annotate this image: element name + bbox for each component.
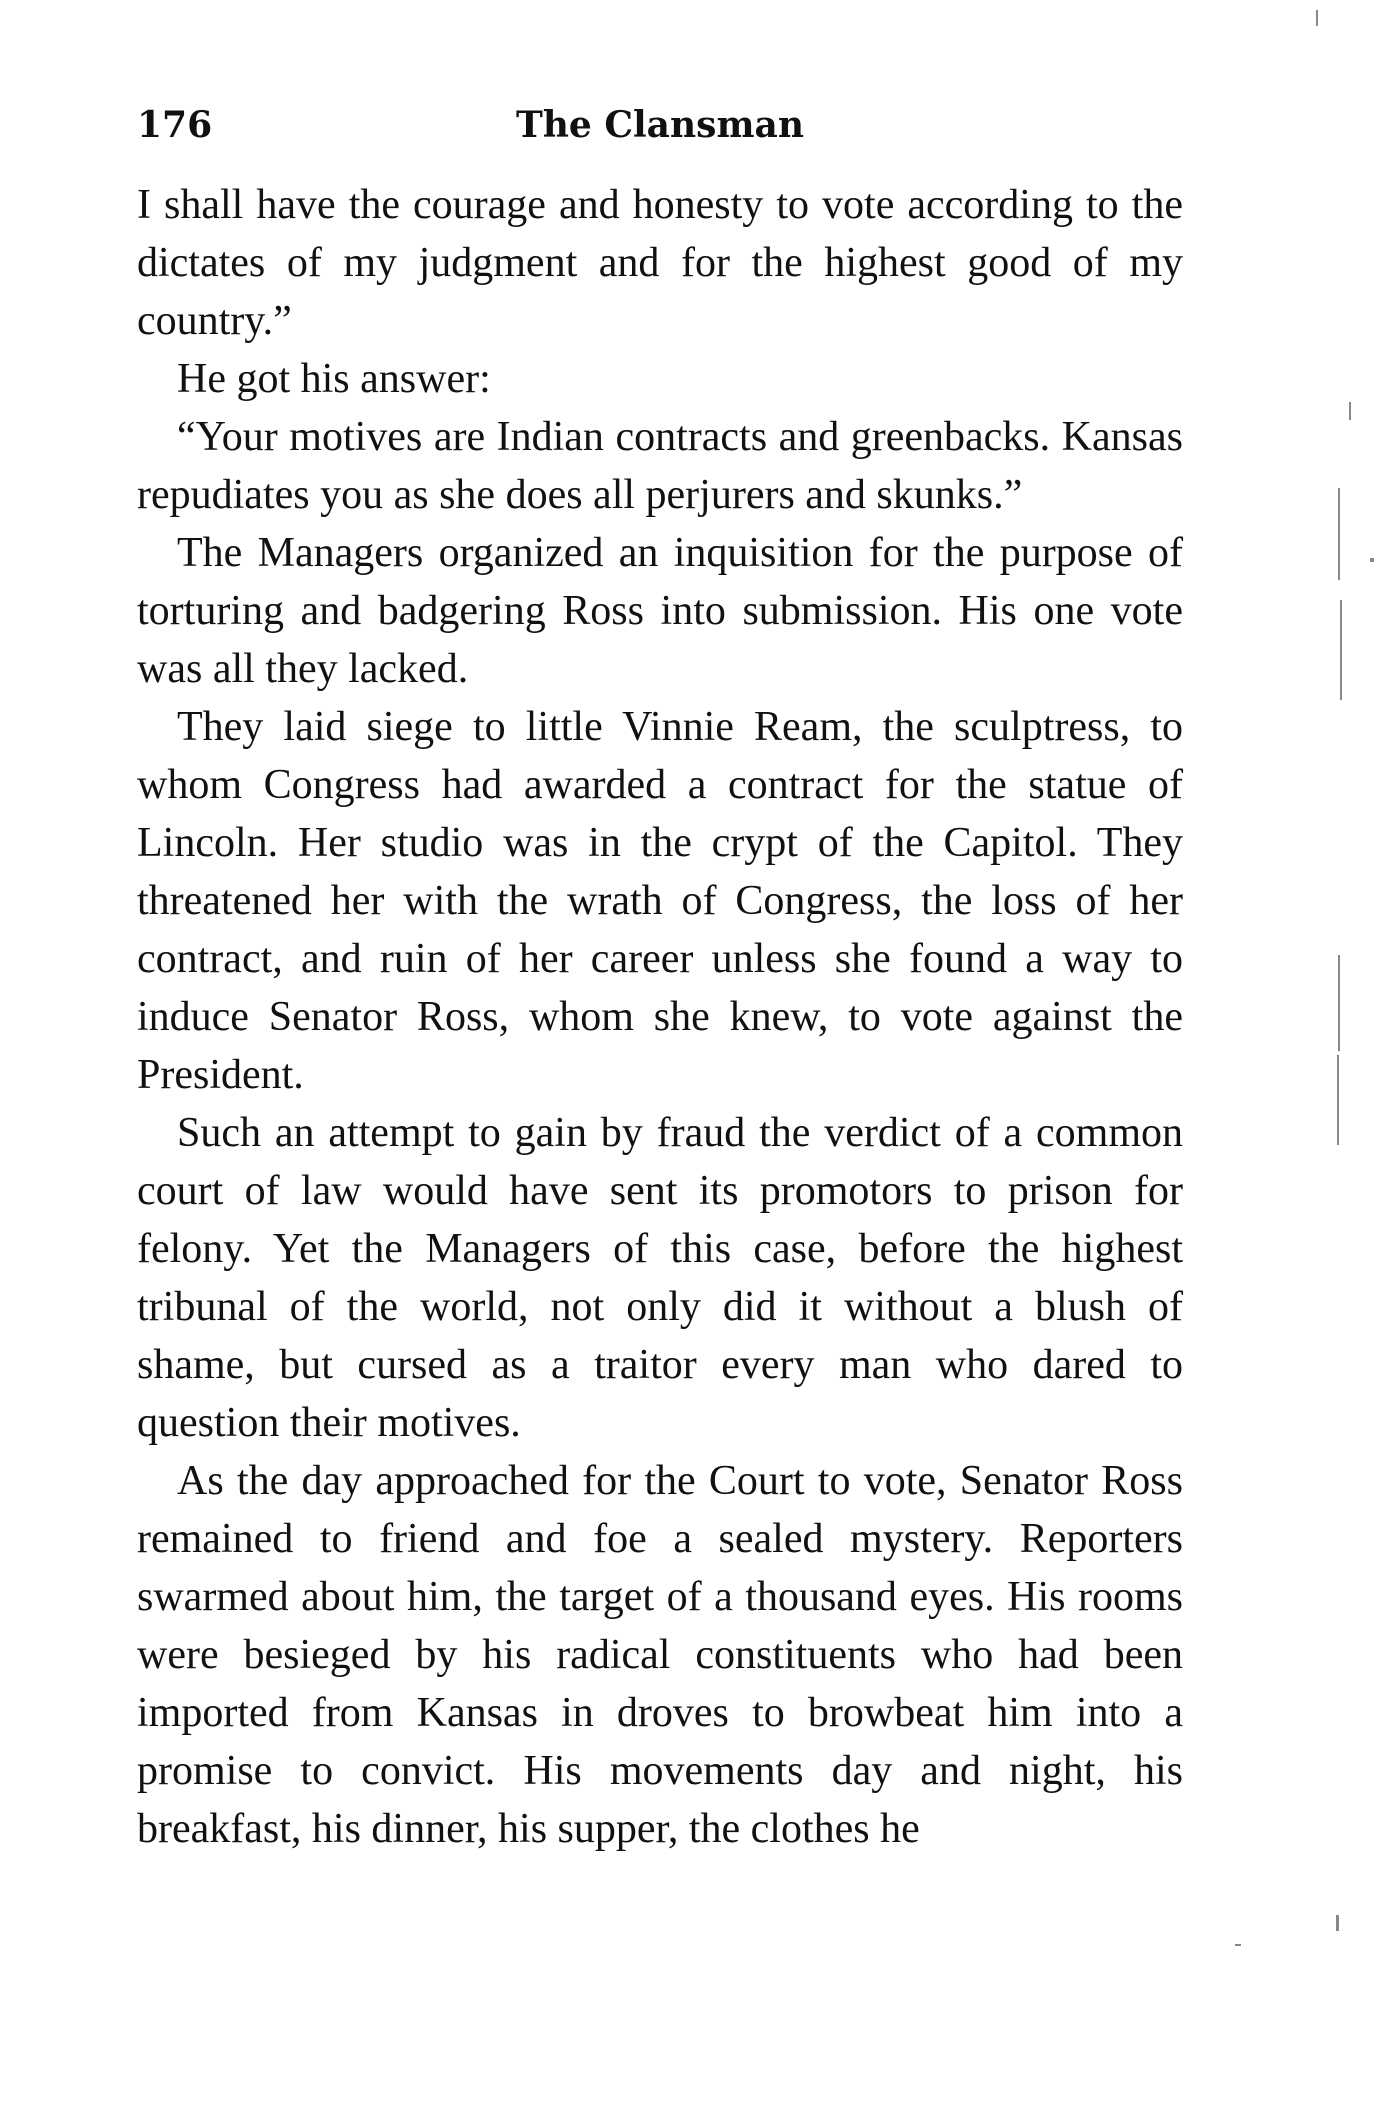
paragraph-continued: I shall have the courage and honesty to vote according to the dictates of my judgment and for the highest good of my country.”	[137, 182, 1183, 344]
page-header	[137, 95, 1183, 155]
scan-speck	[1338, 955, 1340, 1051]
scan-speck	[1340, 600, 1342, 700]
scan-speck	[1337, 1055, 1339, 1145]
paragraph: He got his answer:	[177, 356, 491, 402]
scan-speck	[1370, 558, 1374, 562]
paragraph: The Managers organized an inquisition for the purpose of torturing and badgering Ross into submission. His one vote was all they lacked.	[137, 530, 1183, 692]
running-title: The Clansman	[515, 104, 805, 146]
body-text	[137, 176, 1183, 1858]
page-number: 176	[137, 104, 213, 146]
scan-speck	[1338, 488, 1340, 580]
paragraph-quote: “Your motives are Indian contracts and greenbacks. Kansas repudiates you as she does all perjurers and skunks.”	[137, 414, 1183, 518]
scan-speck	[1336, 1915, 1339, 1931]
paragraph: Such an attempt to gain by fraud the verdict of a common court of law would have sent its promotors to prison for felony. Yet the Managers of this case, before the highest tribunal of the world, not only did it without a blush of shame, but cursed as a traitor every man who dared to question their motives.	[137, 1110, 1183, 1446]
paragraph: They laid siege to little Vinnie Ream, the sculptress, to whom Congress had awarded a contract for the statue of Lincoln. Her studio was in the crypt of the Capitol. They threatened her with the wrath of Congress, the loss of her contract, and ruin of her career unless she found a way to induce Senator Ross, whom she knew, to vote against the President.	[137, 704, 1183, 1098]
paragraph: As the day approached for the Court to vote, Senator Ross remained to friend and foe a sealed mystery. Reporters swarmed about him, the target of a thousand eyes. His rooms were besieged by his radical constituents who had been imported from Kansas in droves to browbeat him into a promise to convict. His movements day and night, his breakfast, his dinner, his supper, the clothes he	[137, 1458, 1183, 1852]
scan-speck	[1349, 402, 1351, 420]
scan-speck	[1316, 10, 1318, 26]
scan-speck	[1235, 1944, 1241, 1946]
